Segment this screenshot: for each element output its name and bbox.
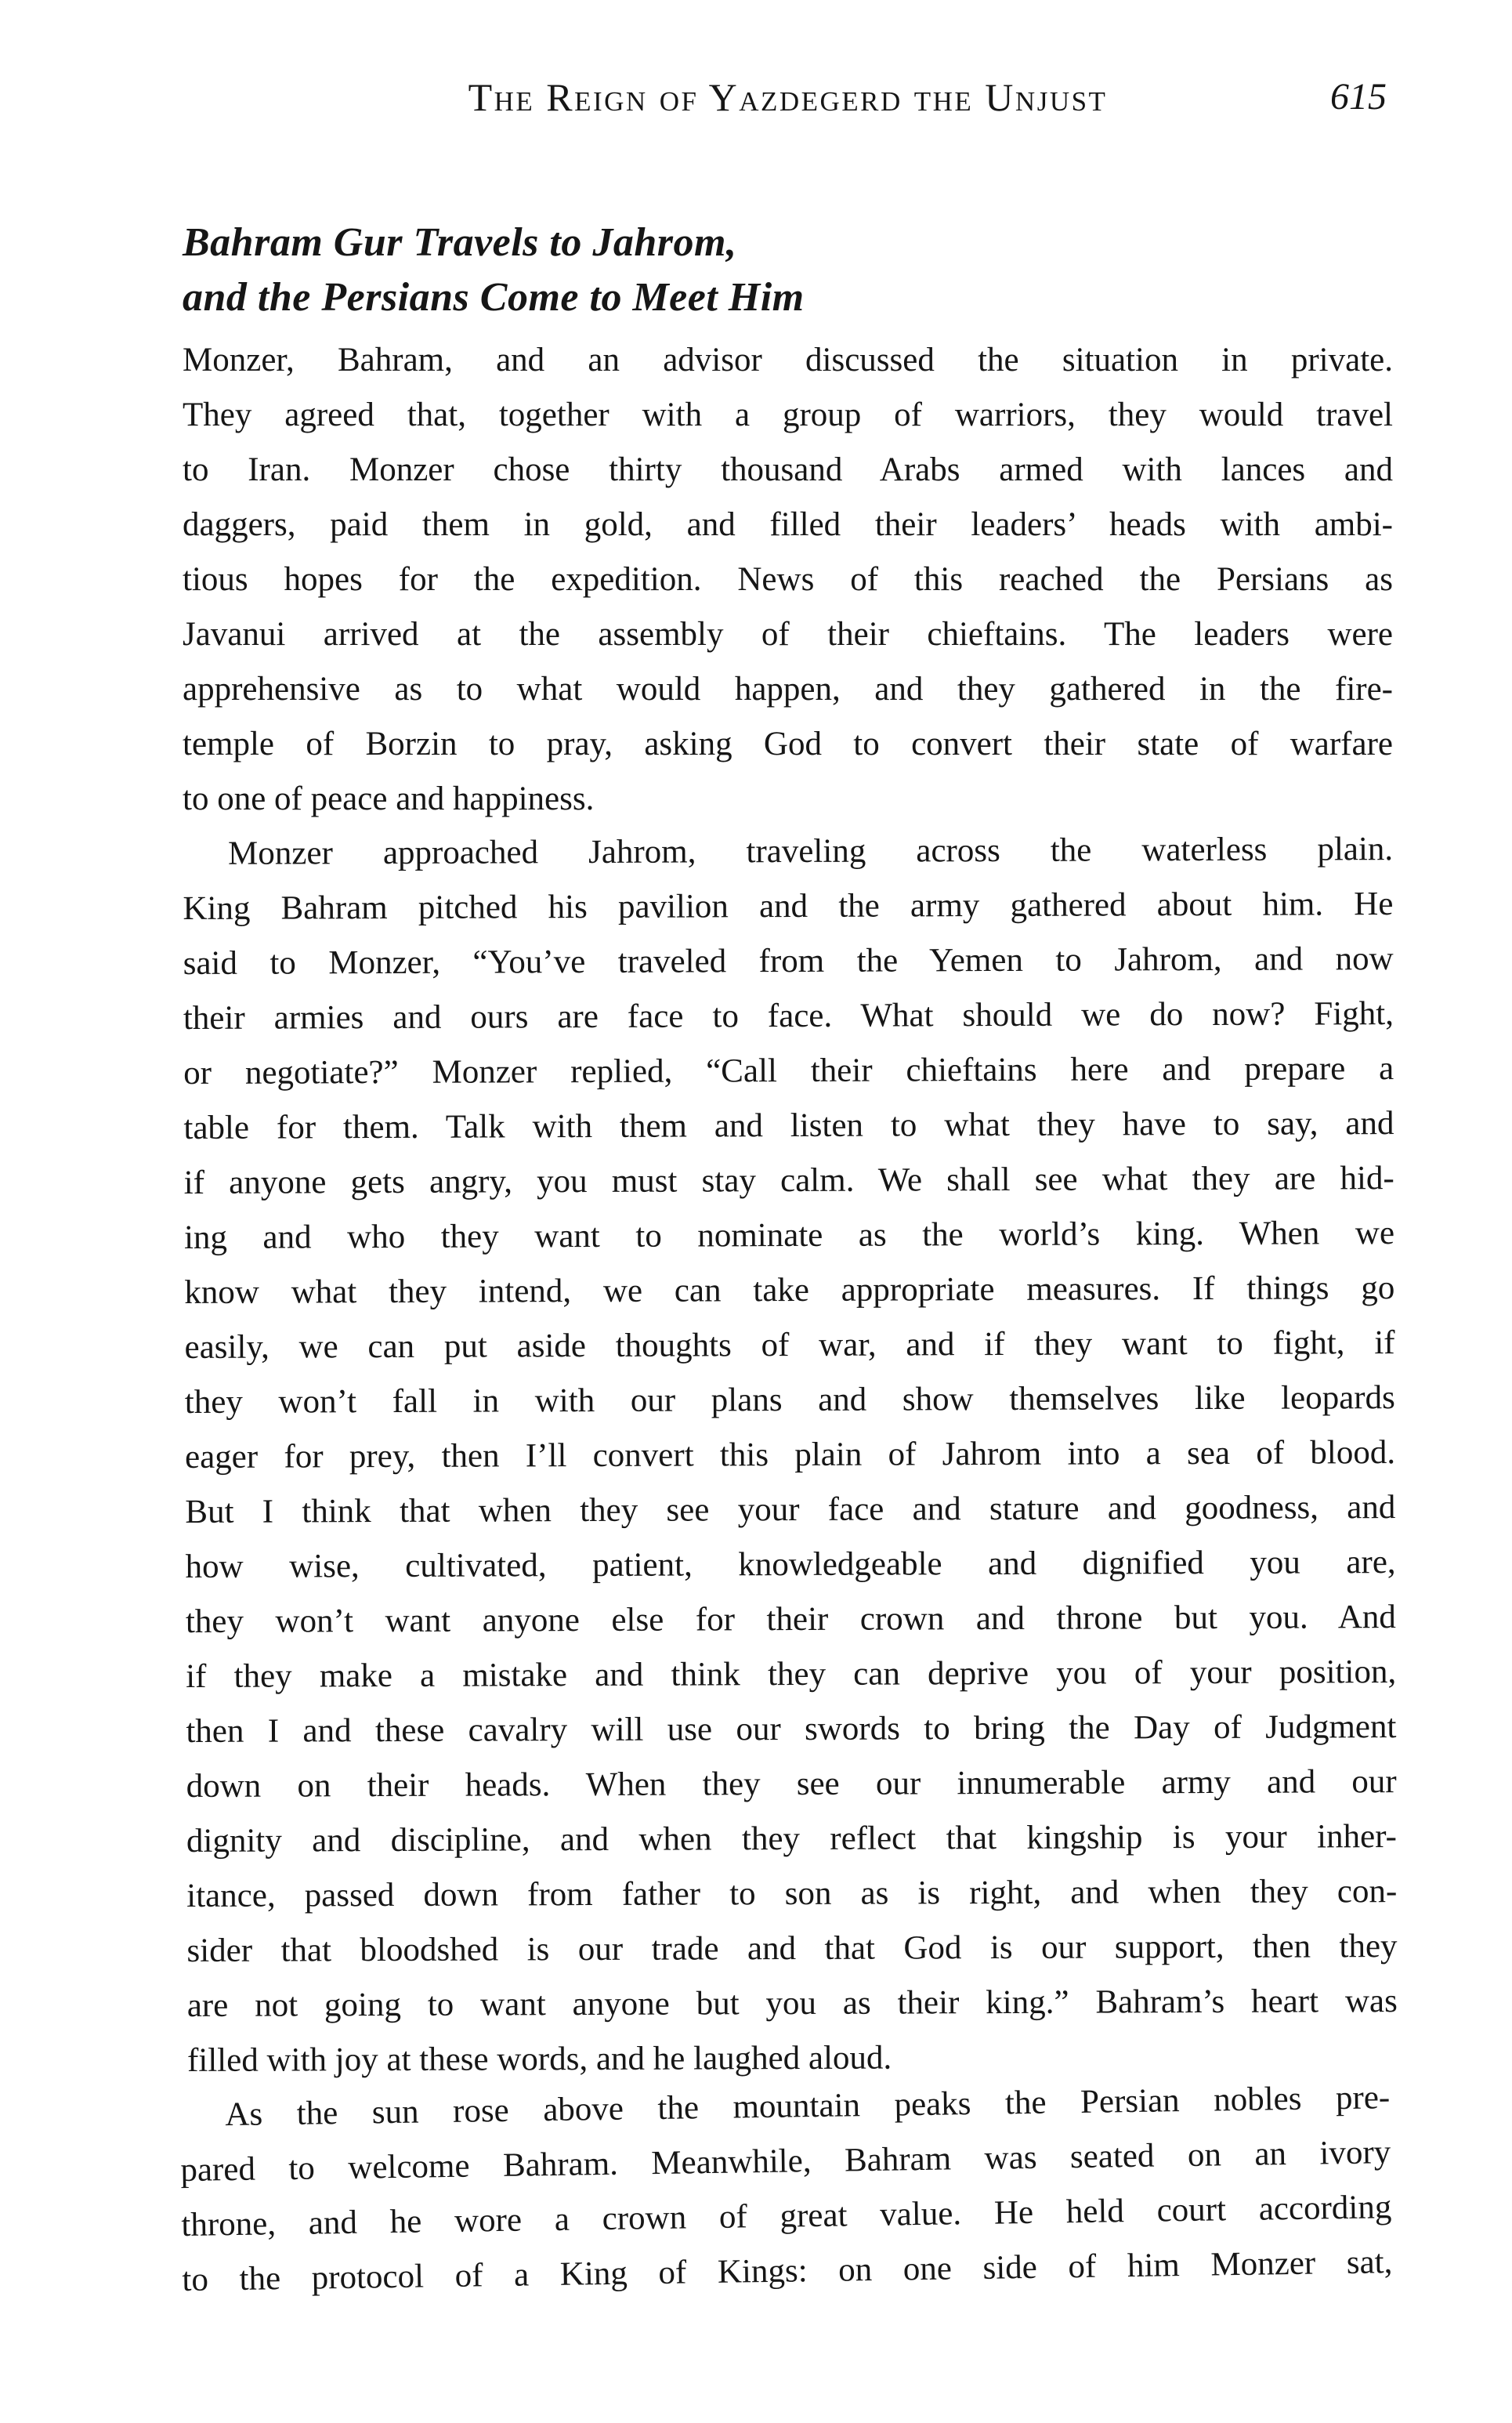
text-line: ing and who they want to nominate as the world’s king. When we — [183, 1215, 1395, 1256]
page-header — [183, 77, 1393, 118]
text-line: their armies and ours are face to face. What should we do now? Fight, — [183, 995, 1394, 1037]
text-line: know what they intend, we can take appropriate measures. If things go — [184, 1269, 1395, 1311]
text-line: if anyone gets angry, you must stay calm. We shall see what they are hid- — [183, 1160, 1394, 1201]
text-line: are not going to want anyone but you as their king.” Bahram’s heart was — [186, 1983, 1398, 2024]
text-line: eager for prey, then I’ll convert this plain of Jahrom into a sea of blood. — [184, 1434, 1396, 1476]
text-line: sider that bloodshed is our trade and that God is our support, then they — [186, 1928, 1398, 1969]
text-line: As the sun rose above the mountain peaks the Persian nobles pre- — [225, 2079, 1391, 2134]
section-title-line-2: and the Persians Come to Meet Him — [183, 275, 805, 320]
text-line: They agreed that, together with a group of warriors, they would travel — [183, 397, 1393, 433]
text-line: dignity and discipline, and when they reflect that kingship is your inher- — [186, 1818, 1398, 1860]
text-line: tious hopes for the expedition. News of this reached the Persians as — [183, 561, 1393, 598]
text-line: table for them. Talk with them and listen to what they have to say, and — [183, 1105, 1394, 1146]
paragraph — [183, 333, 1393, 827]
text-line: pared to welcome Bahram. Meanwhile, Bahram was seated on an ivory — [180, 2134, 1391, 2189]
text-line: easily, we can put aside thoughts of war, and if they want to fight, if — [184, 1324, 1395, 1366]
text-line: Javanui arrived at the assembly of their chieftains. The leaders were — [183, 616, 1393, 653]
text-line: they won’t want anyone else for their crown and throne but you. And — [185, 1599, 1396, 1640]
page-number: 615 — [1330, 76, 1387, 118]
section-title — [183, 215, 805, 325]
text-line: then I and these cavalry will use our swords to bring the Day of Judgment — [186, 1708, 1397, 1750]
text-line: to one of peace and happiness. — [183, 781, 595, 817]
paragraph — [179, 2070, 1393, 2308]
text-line: to Iran. Monzer chose thirty thousand Arabs armed with lances and — [183, 451, 1393, 488]
text-line: itance, passed down from father to son as is right, and when they con- — [186, 1873, 1398, 1914]
text-line: throne, and he wore a crown of great value. He held court according — [181, 2189, 1392, 2244]
text-line: or negotiate?” Monzer replied, “Call their chieftains here and prepare a — [183, 1050, 1394, 1092]
text-line: down on their heads. When they see our innumerable army and our — [186, 1763, 1397, 1805]
text-line: But I think that when they see your face and stature and goodness, and — [185, 1489, 1396, 1530]
body-text — [180, 333, 1398, 2308]
text-line: to the protocol of a King of Kings: on one side of him Monzer sat, — [182, 2244, 1393, 2299]
text-line: daggers, paid them in gold, and filled their leaders’ heads with ambi- — [183, 506, 1393, 543]
text-line: Monzer, Bahram, and an advisor discussed the situation in private. — [183, 342, 1393, 378]
text-line: filled with joy at these words, and he laughed aloud. — [186, 2039, 892, 2079]
running-title: The Reign of Yazdegerd the Unjust — [468, 75, 1108, 119]
text-line: how wise, cultivated, patient, knowledgeable and dignified you are, — [185, 1544, 1396, 1585]
text-line: temple of Borzin to pray, asking God to convert their state of warfare — [183, 726, 1393, 762]
text-line: Monzer approached Jahrom, traveling across the waterless plain. — [228, 831, 1394, 872]
text-line: if they make a mistake and think they can deprive you of your position, — [186, 1653, 1397, 1695]
paragraph — [183, 822, 1398, 2088]
text-line: said to Monzer, “You’ve traveled from the Yemen to Jahrom, and now — [183, 940, 1394, 982]
text-line: they won’t fall in with our plans and show themselves like leopards — [184, 1379, 1395, 1421]
text-line: King Bahram pitched his pavilion and the army gathered about him. He — [183, 886, 1394, 927]
section-title-line-1: Bahram Gur Travels to Jahrom, — [183, 220, 737, 265]
text-line: apprehensive as to what would happen, and they gathered in the fire- — [183, 671, 1393, 708]
